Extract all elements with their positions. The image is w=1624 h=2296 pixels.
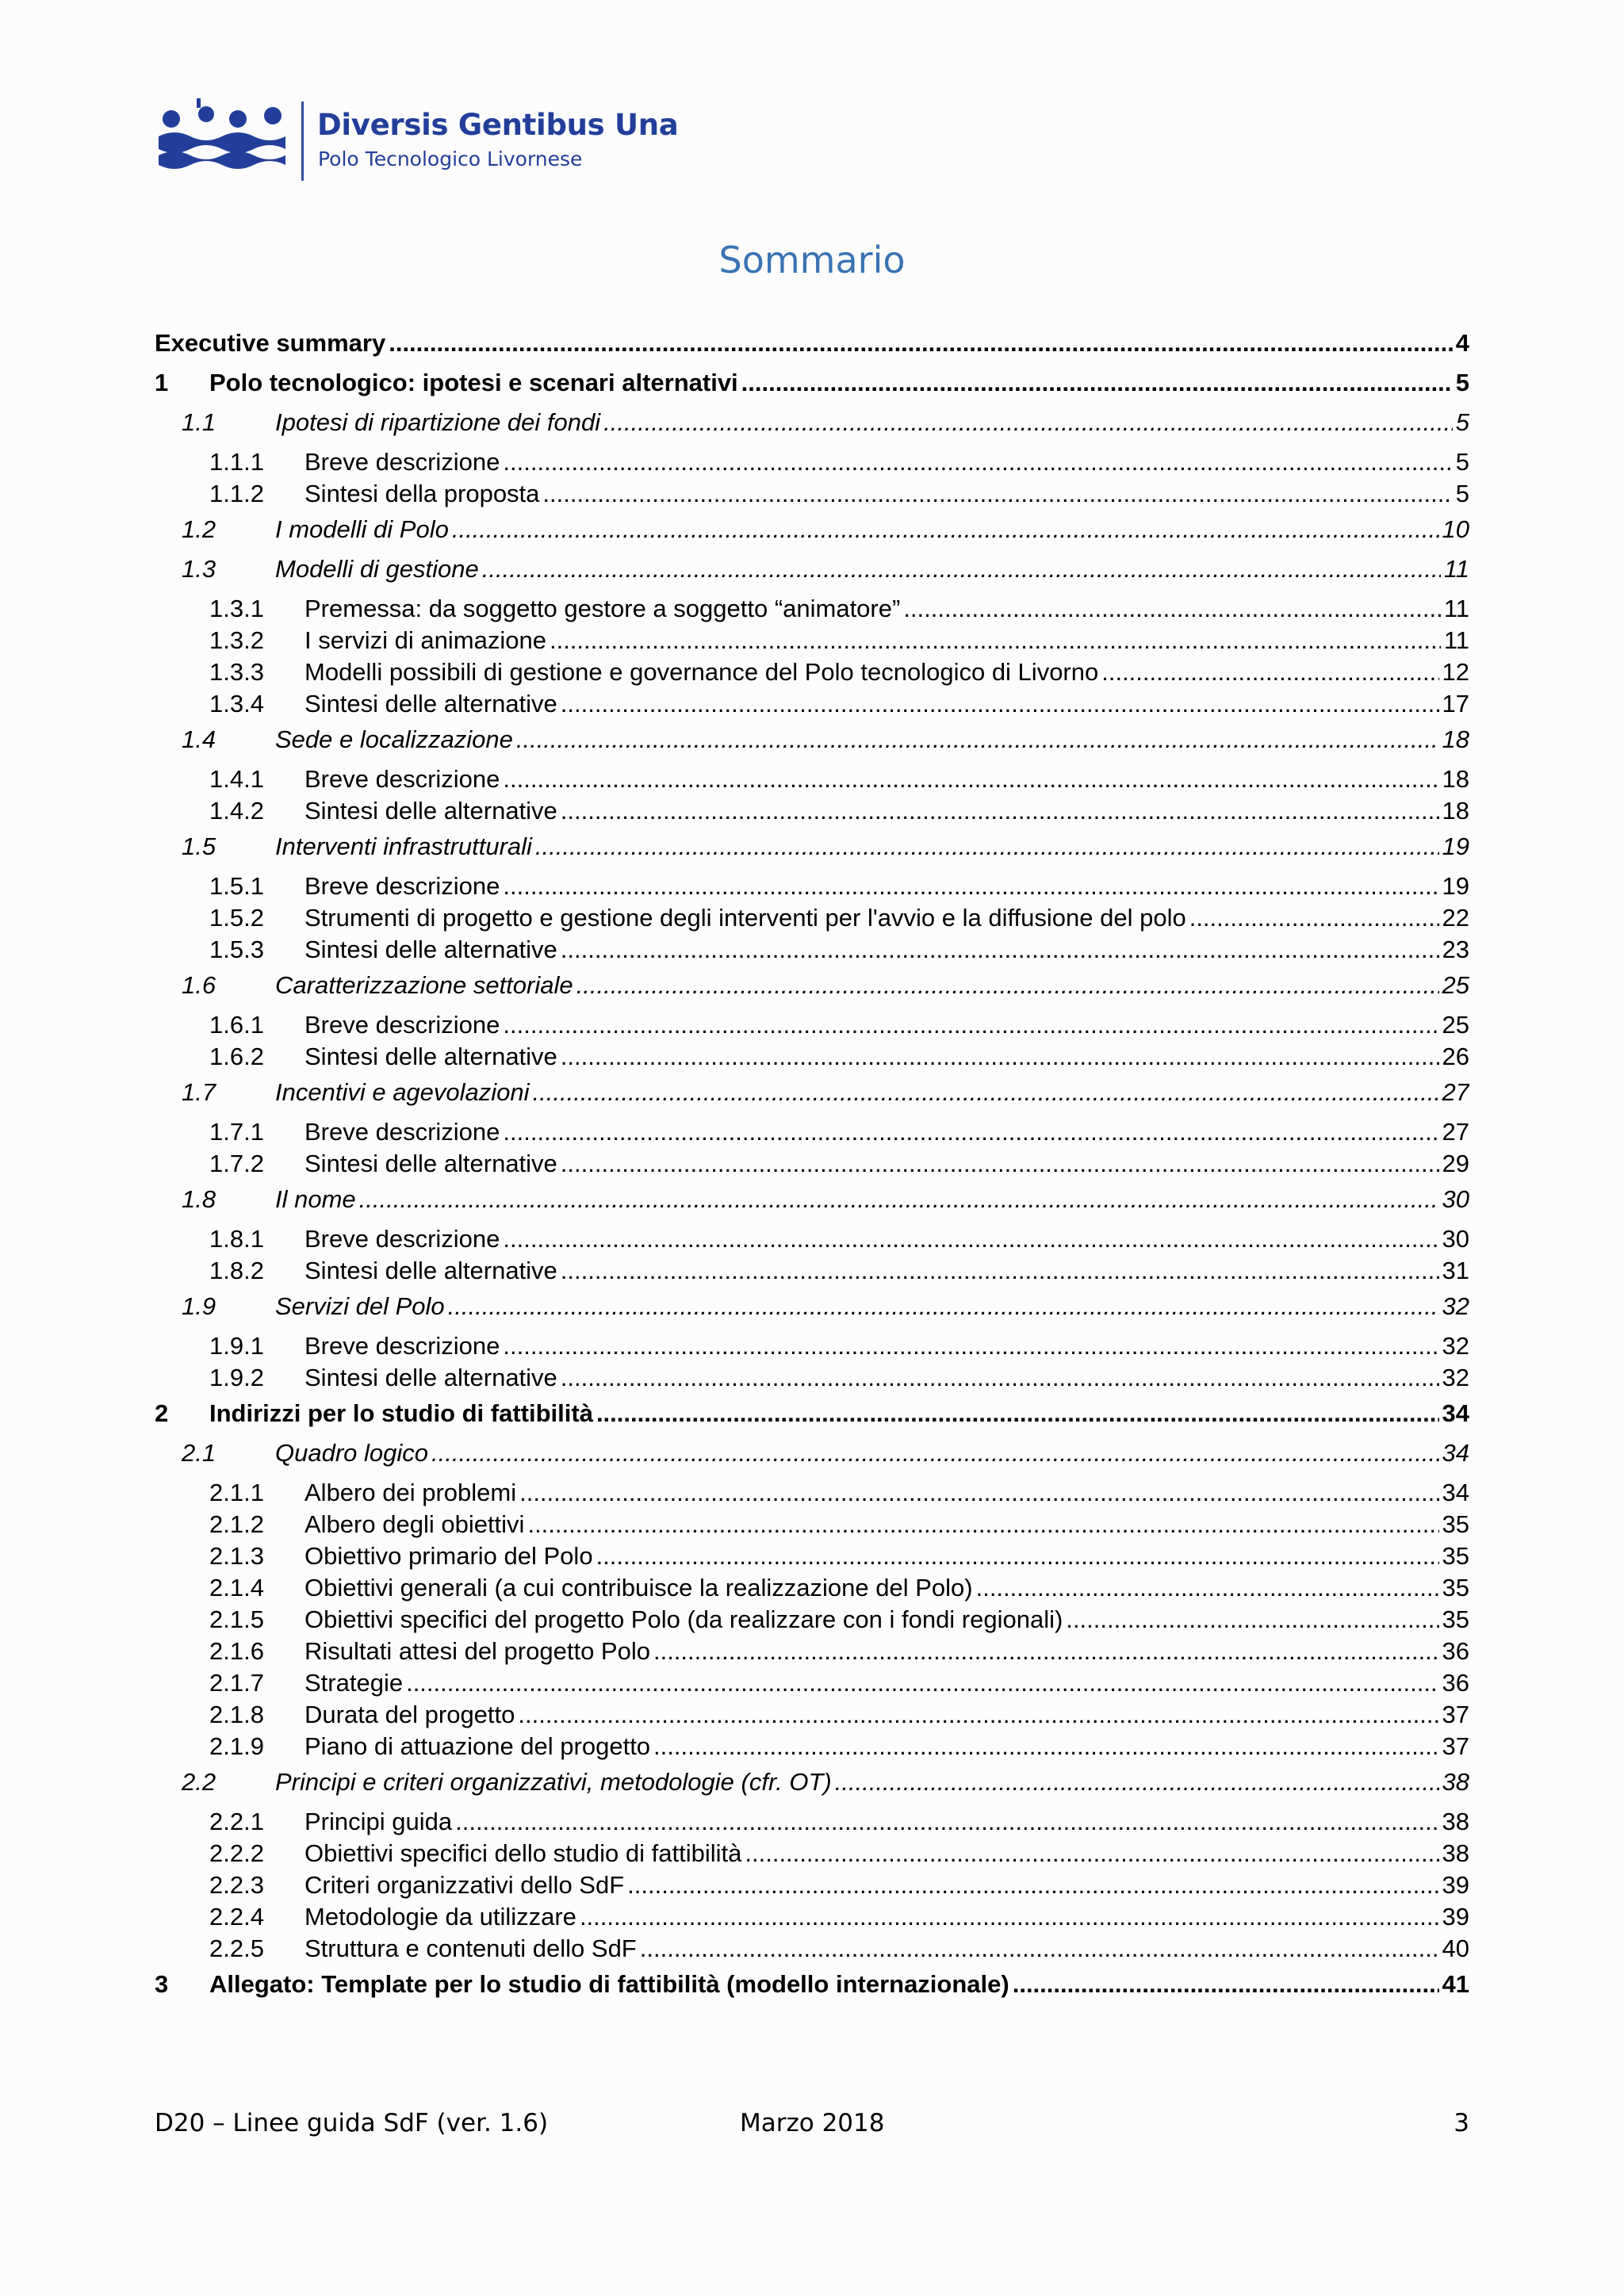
toc-entry-line bbox=[304, 1838, 1469, 1869]
toc-entry[interactable] bbox=[155, 1838, 1469, 1869]
toc-entry-page: 18 bbox=[1442, 725, 1469, 753]
toc-entry-title: Polo tecnologico: ipotesi e scenari alternativi bbox=[209, 369, 738, 396]
toc-entry-title: Il nome bbox=[275, 1185, 356, 1213]
toc-entry-page: 29 bbox=[1442, 1150, 1469, 1177]
toc-entry-title: Breve descrizione bbox=[304, 765, 500, 793]
toc-entry-line bbox=[209, 1965, 1469, 2004]
toc-entry-page: 38 bbox=[1442, 1808, 1469, 1835]
toc-entry-page: 38 bbox=[1442, 1768, 1469, 1796]
toc-dot-leader bbox=[561, 1148, 1439, 1180]
toc-entry-page: 30 bbox=[1442, 1185, 1469, 1213]
toc-entry-page: 11 bbox=[1443, 595, 1469, 622]
toc-entry[interactable] bbox=[155, 1009, 1469, 1041]
toc-entry-line bbox=[304, 1330, 1469, 1362]
toc-entry-line bbox=[304, 478, 1469, 510]
toc-entry-title: Breve descrizione bbox=[304, 1225, 500, 1253]
toc-entry-number: 1.8.2 bbox=[209, 1257, 264, 1284]
toc-entry-number: 2.2.3 bbox=[209, 1871, 264, 1899]
toc-entry-title: Sintesi delle alternative bbox=[304, 1257, 557, 1284]
toc-dot-leader bbox=[406, 1667, 1438, 1699]
toc-dot-leader bbox=[535, 827, 1439, 867]
footer-page-number: 3 bbox=[1454, 2109, 1469, 2137]
toc-entry-number: 1.3.3 bbox=[209, 658, 264, 686]
toc-entry-title: Sintesi delle alternative bbox=[304, 1150, 557, 1177]
toc-entry-title: Sintesi delle alternative bbox=[304, 690, 557, 718]
toc-entry-line bbox=[304, 1901, 1469, 1933]
toc-entry-title: Modelli possibili di gestione e governance del Polo tecnologico di Livorno bbox=[304, 658, 1099, 686]
logo-subtitle: Polo Tecnologico Livornese bbox=[318, 147, 583, 170]
toc-entry-line bbox=[304, 1509, 1469, 1540]
toc-entry[interactable] bbox=[155, 1933, 1469, 1965]
toc-entry-line bbox=[275, 966, 1469, 1005]
toc-entry-line bbox=[304, 625, 1469, 656]
toc-entry[interactable] bbox=[155, 656, 1469, 688]
toc-dot-leader bbox=[503, 1009, 1438, 1041]
toc-dot-leader bbox=[448, 1287, 1439, 1326]
toc-entry-number: 1 bbox=[155, 369, 169, 396]
toc-entry-line bbox=[304, 1667, 1469, 1699]
toc-dot-leader bbox=[640, 1933, 1439, 1965]
toc-entry[interactable] bbox=[155, 1287, 1469, 1326]
toc-entry-number: 2.1 bbox=[182, 1439, 216, 1467]
toc-dot-leader bbox=[627, 1869, 1438, 1901]
toc-entry-line bbox=[275, 1073, 1469, 1112]
toc-entry-number: 1.2 bbox=[182, 515, 216, 543]
toc-dot-leader bbox=[503, 1116, 1438, 1148]
toc-entry-page: 39 bbox=[1442, 1871, 1469, 1899]
toc-dot-leader bbox=[561, 1255, 1439, 1287]
toc-entry[interactable] bbox=[155, 1180, 1469, 1219]
toc-entry[interactable] bbox=[155, 446, 1469, 478]
toc-entry-number: 1.1 bbox=[182, 408, 216, 436]
toc-entry-number: 2.1.6 bbox=[209, 1637, 264, 1665]
toc-entry-line bbox=[275, 1180, 1469, 1219]
logo-divider bbox=[301, 101, 304, 181]
toc-entry[interactable] bbox=[155, 827, 1469, 867]
toc-entry-line bbox=[304, 656, 1469, 688]
toc-entry-line bbox=[304, 1223, 1469, 1255]
toc-dot-leader bbox=[561, 934, 1439, 966]
toc-entry-page: 25 bbox=[1442, 1011, 1469, 1039]
toc-entry[interactable] bbox=[155, 795, 1469, 827]
toc-entry-page: 40 bbox=[1442, 1934, 1469, 1962]
toc-entry-number: 1.4.1 bbox=[209, 765, 264, 793]
toc-entry-page: 35 bbox=[1442, 1605, 1469, 1633]
toc-entry-number: 2 bbox=[155, 1399, 169, 1427]
toc-entry-title: Albero dei problemi bbox=[304, 1479, 517, 1506]
toc-dot-leader bbox=[976, 1572, 1439, 1604]
toc-entry-title: Caratterizzazione settoriale bbox=[275, 971, 573, 999]
toc-entry-line bbox=[304, 1041, 1469, 1073]
toc-entry-page: 36 bbox=[1442, 1669, 1469, 1697]
toc-entry-line bbox=[304, 1869, 1469, 1901]
toc-entry-number: 1.7.2 bbox=[209, 1150, 264, 1177]
toc-entry-title: Albero degli obiettivi bbox=[304, 1510, 525, 1538]
toc-entry-number: 1.5.1 bbox=[209, 872, 264, 900]
toc-entry-number: 2.2.4 bbox=[209, 1903, 264, 1931]
toc-entry-line bbox=[304, 446, 1469, 478]
toc-entry-title: Executive summary bbox=[155, 329, 386, 357]
toc-entry-page: 18 bbox=[1442, 797, 1469, 825]
toc-dot-leader bbox=[1066, 1604, 1438, 1636]
toc-entry[interactable] bbox=[155, 934, 1469, 966]
toc-entry-page: 32 bbox=[1442, 1292, 1469, 1320]
toc-entry-line bbox=[304, 1731, 1469, 1762]
toc-entry-line bbox=[304, 1572, 1469, 1604]
toc-entry-number: 1.5 bbox=[182, 832, 216, 860]
toc-entry-page: 23 bbox=[1442, 936, 1469, 963]
toc-entry-title: Sintesi delle alternative bbox=[304, 797, 557, 825]
toc-entry-page: 34 bbox=[1442, 1399, 1469, 1427]
toc-entry-line bbox=[304, 795, 1469, 827]
toc-dot-leader bbox=[533, 1073, 1439, 1112]
toc-entry-number: 2.2.5 bbox=[209, 1934, 264, 1962]
toc-entry[interactable] bbox=[155, 1869, 1469, 1901]
toc-entry-line bbox=[304, 1116, 1469, 1148]
toc-entry-page: 5 bbox=[1455, 448, 1469, 476]
toc-entry-page: 35 bbox=[1442, 1510, 1469, 1538]
toc-dot-leader bbox=[653, 1731, 1438, 1762]
toc-entry[interactable] bbox=[155, 1073, 1469, 1112]
toc-entry-page: 10 bbox=[1442, 515, 1469, 543]
toc-entry-title: Principi guida bbox=[304, 1808, 453, 1835]
toc-dot-leader bbox=[653, 1636, 1439, 1667]
toc-entry-page: 37 bbox=[1442, 1732, 1469, 1760]
toc-dot-leader bbox=[596, 1394, 1439, 1433]
toc-entry-page: 18 bbox=[1442, 765, 1469, 793]
toc-entry-line bbox=[304, 1540, 1469, 1572]
toc-entry-number: 1.5.3 bbox=[209, 936, 264, 963]
toc-entry-title: Sintesi delle alternative bbox=[304, 1043, 557, 1070]
toc-dot-leader bbox=[903, 593, 1441, 625]
toc-dot-leader bbox=[503, 871, 1438, 902]
toc-entry-page: 30 bbox=[1442, 1225, 1469, 1253]
toc-entry-title: Strategie bbox=[304, 1669, 404, 1697]
toc-entry-page: 26 bbox=[1442, 1043, 1469, 1070]
toc-entry-line bbox=[304, 593, 1469, 625]
toc-entry-title: Indirizzi per lo studio di fattibilità bbox=[209, 1399, 593, 1427]
toc-entry[interactable] bbox=[155, 966, 1469, 1005]
toc-dot-leader bbox=[527, 1509, 1438, 1540]
toc-entry-number: 1.3.1 bbox=[209, 595, 264, 622]
toc-entry-title: I modelli di Polo bbox=[275, 515, 449, 543]
toc-entry-number: 2.1.3 bbox=[209, 1542, 264, 1570]
toc-entry-title: Sede e localizzazione bbox=[275, 725, 513, 753]
toc-entry-line bbox=[275, 720, 1469, 760]
toc-entry[interactable] bbox=[155, 1965, 1469, 2004]
toc-dot-leader bbox=[482, 549, 1441, 589]
toc-dot-leader bbox=[1101, 656, 1438, 688]
toc-entry[interactable] bbox=[155, 1572, 1469, 1604]
toc-dot-leader bbox=[542, 478, 1452, 510]
toc-dot-leader bbox=[835, 1762, 1439, 1802]
toc-entry-line bbox=[304, 1806, 1469, 1838]
toc-entry-page: 25 bbox=[1442, 971, 1469, 999]
logo-mark-icon bbox=[159, 98, 293, 186]
toc-dot-leader bbox=[603, 403, 1453, 442]
toc-entry-title: I servizi di animazione bbox=[304, 626, 546, 654]
toc-entry[interactable] bbox=[155, 871, 1469, 902]
toc-entry-line bbox=[275, 403, 1469, 442]
toc-entry-number: 1.3.4 bbox=[209, 690, 264, 718]
toc-dot-leader bbox=[596, 1540, 1439, 1572]
toc-entry-title: Breve descrizione bbox=[304, 1118, 500, 1146]
toc-entry-line bbox=[304, 934, 1469, 966]
toc-entry-page: 11 bbox=[1443, 626, 1469, 654]
toc-entry[interactable] bbox=[155, 1362, 1469, 1394]
toc-entry-page: 36 bbox=[1442, 1637, 1469, 1665]
toc-entry[interactable] bbox=[155, 1330, 1469, 1362]
toc-entry-page: 4 bbox=[1455, 329, 1469, 357]
toc-entry-number: 2.2.2 bbox=[209, 1839, 264, 1867]
toc-dot-leader bbox=[503, 1330, 1438, 1362]
toc-entry-title: Sintesi delle alternative bbox=[304, 936, 557, 963]
toc-entry-number: 1.1.2 bbox=[209, 480, 264, 507]
toc-entry-number: 2.1.4 bbox=[209, 1574, 264, 1601]
toc-dot-leader bbox=[503, 1223, 1438, 1255]
toc-entry-page: 27 bbox=[1442, 1118, 1469, 1146]
toc-dot-leader bbox=[580, 1901, 1439, 1933]
toc-entry-number: 1.6 bbox=[182, 971, 216, 999]
toc-entry-title: Servizi del Polo bbox=[275, 1292, 445, 1320]
toc-dot-leader bbox=[452, 510, 1439, 549]
toc-entry-line bbox=[275, 549, 1469, 589]
toc-entry-title: Modelli di gestione bbox=[275, 555, 479, 583]
toc-dot-leader bbox=[561, 1041, 1439, 1073]
toc-entry-title: Strumenti di progetto e gestione degli interventi per l'avvio e la diffusione del polo bbox=[304, 904, 1186, 932]
toc-dot-leader bbox=[741, 363, 1453, 403]
toc-entry-page: 32 bbox=[1442, 1332, 1469, 1360]
toc-entry-number: 1.9 bbox=[182, 1292, 216, 1320]
toc-entry-page: 5 bbox=[1455, 369, 1469, 396]
toc-dot-leader bbox=[561, 1362, 1439, 1394]
toc-dot-leader bbox=[516, 720, 1439, 760]
toc-dot-leader bbox=[561, 795, 1439, 827]
toc-entry-number: 1.9.2 bbox=[209, 1364, 264, 1391]
toc-entry-number: 1.6.1 bbox=[209, 1011, 264, 1039]
toc-entry-line bbox=[275, 827, 1469, 867]
toc-entry-line bbox=[304, 902, 1469, 934]
toc-entry-title: Allegato: Template per lo studio di fattibilità (modello internazionale) bbox=[209, 1970, 1009, 1998]
toc-dot-leader bbox=[1013, 1965, 1439, 2004]
toc-entry[interactable] bbox=[155, 1699, 1469, 1731]
toc-entry-number: 2.1.1 bbox=[209, 1479, 264, 1506]
toc-entry-title: Breve descrizione bbox=[304, 872, 500, 900]
toc-entry-page: 34 bbox=[1442, 1479, 1469, 1506]
toc-dot-leader bbox=[1189, 902, 1439, 934]
toc-dot-leader bbox=[518, 1699, 1438, 1731]
toc-entry-number: 2.2.1 bbox=[209, 1808, 264, 1835]
toc-entry-title: Breve descrizione bbox=[304, 1011, 500, 1039]
toc-entry-page: 11 bbox=[1443, 555, 1469, 583]
toc-entry-page: 38 bbox=[1442, 1839, 1469, 1867]
toc-entry[interactable] bbox=[155, 1901, 1469, 1933]
toc-entry-title: Sintesi delle alternative bbox=[304, 1364, 557, 1391]
toc-entry-number: 1.3.2 bbox=[209, 626, 264, 654]
toc-entry-title: Sintesi della proposta bbox=[304, 480, 540, 507]
toc-entry-title: Interventi infrastrutturali bbox=[275, 832, 532, 860]
toc-entry-line bbox=[275, 1762, 1469, 1802]
table-of-contents bbox=[155, 323, 1469, 2004]
toc-entry-title: Metodologie da utilizzare bbox=[304, 1903, 576, 1931]
toc-dot-leader bbox=[431, 1433, 1439, 1473]
toc-entry-title: Incentivi e agevolazioni bbox=[275, 1078, 530, 1106]
toc-entry-line bbox=[304, 1699, 1469, 1731]
toc-entry-page: 27 bbox=[1442, 1078, 1469, 1106]
toc-entry[interactable] bbox=[155, 625, 1469, 656]
toc-entry-number: 1.8 bbox=[182, 1185, 216, 1213]
toc-entry-line bbox=[304, 871, 1469, 902]
toc-dot-leader bbox=[745, 1838, 1438, 1869]
toc-entry[interactable] bbox=[155, 1148, 1469, 1180]
toc-entry-number: 1.9.1 bbox=[209, 1332, 264, 1360]
toc-entry-page: 22 bbox=[1442, 904, 1469, 932]
toc-entry-page: 17 bbox=[1442, 690, 1469, 718]
toc-entry-number: 1.7.1 bbox=[209, 1118, 264, 1146]
toc-entry-number: 2.1.8 bbox=[209, 1701, 264, 1728]
toc-entry-title: Ipotesi di ripartizione dei fondi bbox=[275, 408, 601, 436]
toc-entry-line bbox=[275, 1433, 1469, 1473]
toc-entry-page: 19 bbox=[1442, 872, 1469, 900]
toc-entry-number: 1.5.2 bbox=[209, 904, 264, 932]
page-title: Sommario bbox=[718, 239, 906, 281]
logo-title: Diversis Gentibus Una bbox=[317, 108, 679, 142]
toc-entry-title: Obiettivi specifici dello studio di fattibilità bbox=[304, 1839, 742, 1867]
toc-entry-number: 2.1.9 bbox=[209, 1732, 264, 1760]
toc-entry-page: 32 bbox=[1442, 1364, 1469, 1391]
toc-entry[interactable] bbox=[155, 1731, 1469, 1762]
toc-entry-number: 2.1.7 bbox=[209, 1669, 264, 1697]
toc-entry-number: 1.4 bbox=[182, 725, 216, 753]
toc-entry[interactable] bbox=[155, 902, 1469, 934]
toc-entry[interactable] bbox=[155, 478, 1469, 510]
toc-entry-title: Struttura e contenuti dello SdF bbox=[304, 1934, 637, 1962]
toc-entry-page: 19 bbox=[1442, 832, 1469, 860]
toc-entry-number: 2.1.2 bbox=[209, 1510, 264, 1538]
toc-entry-page: 5 bbox=[1455, 480, 1469, 507]
toc-entry-number: 3 bbox=[155, 1970, 169, 1998]
toc-entry-title: Criteri organizzativi dello SdF bbox=[304, 1871, 625, 1899]
toc-entry-page: 35 bbox=[1442, 1574, 1469, 1601]
toc-entry-page: 37 bbox=[1442, 1701, 1469, 1728]
toc-entry[interactable] bbox=[155, 403, 1469, 442]
toc-entry[interactable] bbox=[155, 1477, 1469, 1509]
toc-entry-title: Obiettivi generali (a cui contribuisce la realizzazione del Polo) bbox=[304, 1574, 973, 1601]
toc-entry-number: 2.2 bbox=[182, 1768, 216, 1796]
toc-entry[interactable] bbox=[155, 1041, 1469, 1073]
toc-entry-line bbox=[304, 1477, 1469, 1509]
toc-dot-leader bbox=[503, 763, 1438, 795]
toc-entry-title: Principi e criteri organizzativi, metodologie (cfr. OT) bbox=[275, 1768, 832, 1796]
toc-entry[interactable] bbox=[155, 363, 1469, 403]
toc-entry-page: 39 bbox=[1442, 1903, 1469, 1931]
toc-dot-leader bbox=[503, 446, 1452, 478]
toc-dot-leader bbox=[359, 1180, 1439, 1219]
toc-entry[interactable] bbox=[155, 1604, 1469, 1636]
toc-entry[interactable] bbox=[155, 1636, 1469, 1667]
toc-entry-line bbox=[304, 688, 1469, 720]
toc-entry-line bbox=[304, 1362, 1469, 1394]
toc-entry-line bbox=[275, 510, 1469, 549]
toc-entry[interactable] bbox=[155, 763, 1469, 795]
logo bbox=[159, 98, 698, 186]
toc-entry-page: 34 bbox=[1442, 1439, 1469, 1467]
toc-entry-title: Piano di attuazione del progetto bbox=[304, 1732, 651, 1760]
toc-entry-page: 35 bbox=[1442, 1542, 1469, 1570]
toc-entry[interactable] bbox=[155, 323, 1469, 363]
toc-entry[interactable] bbox=[155, 1762, 1469, 1802]
toc-entry[interactable] bbox=[155, 593, 1469, 625]
toc-entry-title: Breve descrizione bbox=[304, 448, 500, 476]
toc-entry-line bbox=[304, 1148, 1469, 1180]
toc-entry[interactable] bbox=[155, 1116, 1469, 1148]
toc-entry-line bbox=[304, 763, 1469, 795]
toc-entry-title: Durata del progetto bbox=[304, 1701, 515, 1728]
toc-entry-line bbox=[304, 1009, 1469, 1041]
toc-entry-line bbox=[304, 1604, 1469, 1636]
toc-entry-title: Risultati attesi del progetto Polo bbox=[304, 1637, 650, 1665]
toc-dot-leader bbox=[550, 625, 1441, 656]
toc-entry[interactable] bbox=[155, 549, 1469, 589]
toc-entry-line bbox=[275, 1287, 1469, 1326]
toc-entry-line bbox=[304, 1255, 1469, 1287]
toc-entry-number: 1.8.1 bbox=[209, 1225, 264, 1253]
toc-entry-line bbox=[304, 1933, 1469, 1965]
toc-entry[interactable] bbox=[155, 688, 1469, 720]
toc-entry-line bbox=[155, 323, 1469, 363]
toc-entry-number: 2.1.5 bbox=[209, 1605, 264, 1633]
toc-entry[interactable] bbox=[155, 1540, 1469, 1572]
toc-entry-line bbox=[209, 1394, 1469, 1433]
toc-entry[interactable] bbox=[155, 1223, 1469, 1255]
toc-dot-leader bbox=[519, 1477, 1438, 1509]
toc-entry[interactable] bbox=[155, 1433, 1469, 1473]
toc-entry-number: 1.1.1 bbox=[209, 448, 264, 476]
page-footer bbox=[155, 2109, 1469, 2147]
toc-entry-page: 41 bbox=[1442, 1970, 1469, 1998]
toc-dot-leader bbox=[455, 1806, 1438, 1838]
toc-entry-number: 1.7 bbox=[182, 1078, 216, 1106]
toc-entry-number: 1.6.2 bbox=[209, 1043, 264, 1070]
toc-entry-number: 1.3 bbox=[182, 555, 216, 583]
toc-dot-leader bbox=[576, 966, 1439, 1005]
toc-entry[interactable] bbox=[155, 510, 1469, 549]
toc-dot-leader bbox=[561, 688, 1439, 720]
toc-entry-page: 12 bbox=[1442, 658, 1469, 686]
toc-entry[interactable] bbox=[155, 720, 1469, 760]
toc-entry[interactable] bbox=[155, 1509, 1469, 1540]
toc-entry-page: 5 bbox=[1455, 408, 1469, 436]
toc-entry-line bbox=[304, 1636, 1469, 1667]
toc-entry-title: Premessa: da soggetto gestore a soggetto “animatore” bbox=[304, 595, 901, 622]
toc-dot-leader bbox=[389, 323, 1453, 363]
toc-entry-title: Obiettivi specifici del progetto Polo (da realizzare con i fondi regionali) bbox=[304, 1605, 1063, 1633]
footer-date: Marzo 2018 bbox=[740, 2109, 885, 2137]
toc-entry-title: Quadro logico bbox=[275, 1439, 429, 1467]
toc-entry[interactable] bbox=[155, 1255, 1469, 1287]
toc-entry[interactable] bbox=[155, 1667, 1469, 1699]
toc-entry-title: Breve descrizione bbox=[304, 1332, 500, 1360]
toc-entry[interactable] bbox=[155, 1394, 1469, 1433]
toc-entry[interactable] bbox=[155, 1806, 1469, 1838]
toc-entry-number: 1.4.2 bbox=[209, 797, 264, 825]
toc-entry-line bbox=[209, 363, 1469, 403]
footer-document-id: D20 – Linee guida SdF (ver. 1.6) bbox=[155, 2109, 549, 2137]
toc-entry-title: Obiettivo primario del Polo bbox=[304, 1542, 593, 1570]
toc-entry-page: 31 bbox=[1442, 1257, 1469, 1284]
